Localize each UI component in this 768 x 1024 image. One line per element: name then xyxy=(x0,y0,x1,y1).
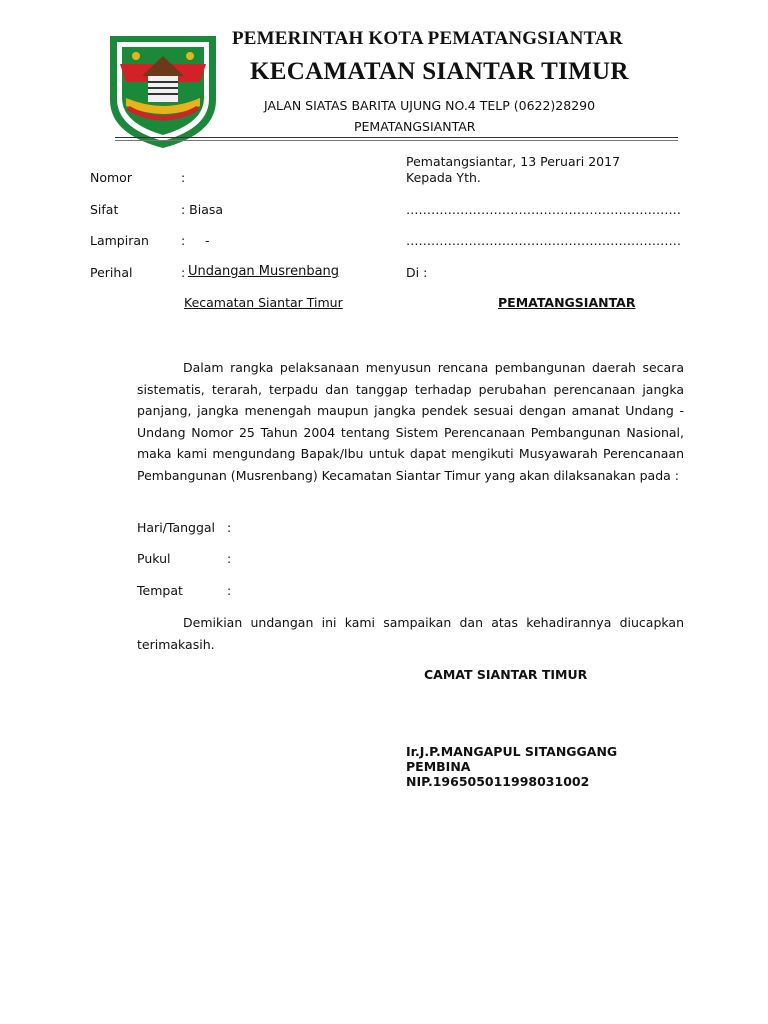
body-paragraph-intro: Dalam rangka pelaksanaan menyusun rencana pembangunan daerah secara sistematis, terarah, terpadu dan tanggap terhadap perubahan perencanaan jangka panjang, jangka menengah maupun jangka pendek sesuai dengan amanat Undang - Undang Nomor 25 Tahun 2004 tentang Sistem Perencanaan Pembangunan Nasional, maka kami mengundang Bapak/Ibu untuk dapat mengikuti Musyawarah Perencanaan Pembangunan (Musrenbang) Kecamatan Siantar Timur yang akan dilaksanakan pada : xyxy=(137,360,684,483)
signature-title: CAMAT SIANTAR TIMUR xyxy=(424,667,588,682)
recipient-greeting: Kepada Yth. xyxy=(406,170,481,185)
schedule-time-label: Pukul xyxy=(137,551,171,566)
perihal-value: Undangan Musrenbang xyxy=(188,264,340,279)
lampiran-label: Lampiran xyxy=(90,233,149,248)
perihal-label: Perihal xyxy=(90,265,133,280)
schedule-time-separator: : xyxy=(227,551,232,566)
signatory-nip: NIP.196505011998031002 xyxy=(406,774,590,789)
schedule-place-separator: : xyxy=(227,583,232,598)
office-name: KECAMATAN SIANTAR TIMUR xyxy=(250,58,629,85)
sender-line: Kecamatan Siantar Timur xyxy=(184,295,343,310)
nomor-label: Nomor xyxy=(90,170,132,185)
place-date: Pematangsiantar, 13 Peruari 2017 xyxy=(406,154,621,169)
government-name: PEMERINTAH KOTA PEMATANGSIANTAR xyxy=(232,28,623,49)
letterhead-divider xyxy=(115,137,678,138)
office-address: JALAN SIATAS BARITA UJUNG NO.4 TELP (0622)28290 xyxy=(264,98,596,113)
signatory-name: Ir.J.P.MANGAPUL SITANGGANG xyxy=(406,744,618,759)
recipient-line-2: ………………………………………………………… xyxy=(406,233,681,248)
recipient-di-label: Di : xyxy=(406,265,428,280)
office-city: PEMATANGSIANTAR xyxy=(354,119,476,134)
nomor-separator: : xyxy=(181,170,186,185)
recipient-destination: PEMATANGSIANTAR xyxy=(498,295,636,310)
letterhead-divider-thin xyxy=(115,140,678,141)
body-paragraph-closing: Demikian undangan ini kami sampaikan dan atas kehadirannya diucapkan terimakasih. xyxy=(137,615,684,652)
schedule-place-label: Tempat xyxy=(137,583,183,598)
signatory-rank: PEMBINA xyxy=(406,759,471,774)
lampiran-separator: : xyxy=(181,233,186,248)
sifat-value: : Biasa xyxy=(181,202,224,217)
sifat-label: Sifat xyxy=(90,202,119,217)
perihal-separator: : xyxy=(181,265,186,280)
schedule-day-separator: : xyxy=(227,520,232,535)
city-emblem-icon xyxy=(104,30,222,152)
lampiran-value: - xyxy=(205,233,210,248)
recipient-line-1: ………………………………………………………… xyxy=(406,202,681,217)
schedule-day-label: Hari/Tanggal xyxy=(137,520,216,535)
